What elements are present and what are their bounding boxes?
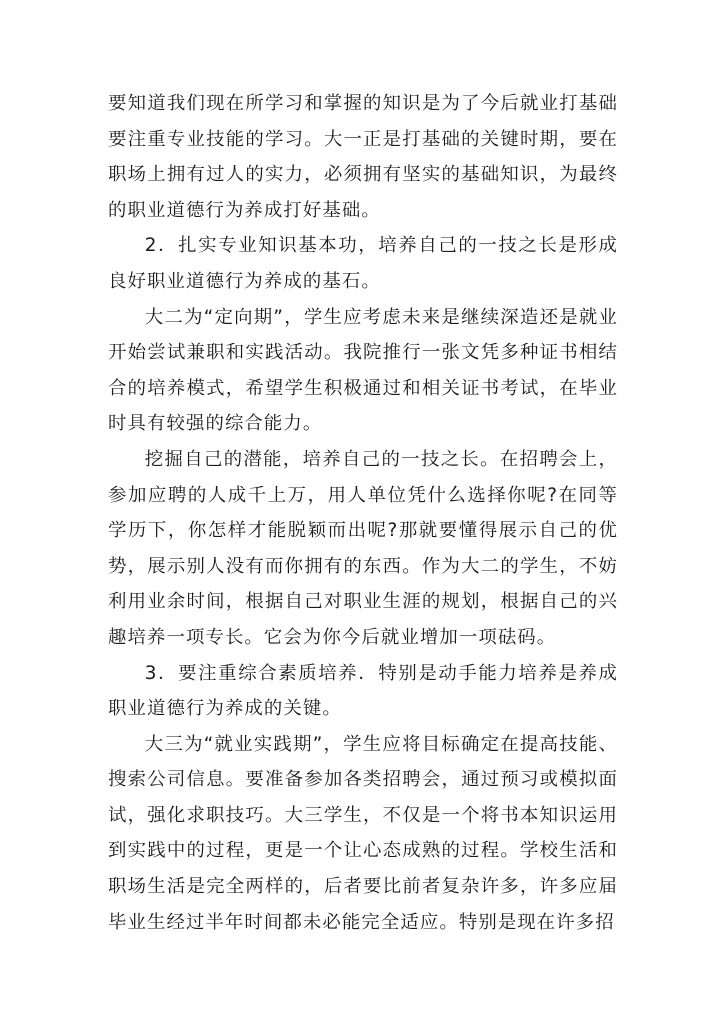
paragraph-1: 要知道我们现在所学习和掌握的知识是为了今后就业打基础要注重专业技能的学习。大一正是打基础的关键时期，要在职场上拥有过人的实力，必须拥有坚实的基础知识，为最终的职业道德行为养成打好基础。	[108, 93, 618, 221]
paragraph-2: 2．扎实专业知识基本功，培养自己的一技之长是形成良好职业道德行为养成的基石。	[108, 235, 618, 292]
paragraph-4: 挖掘自己的潜能，培养自己的一技之长。在招聘会上，参加应聘的人成千上万，用人单位凭什么选择你呢?在同等学历下，你怎样才能脱颖而出呢?那就要懂得展示自己的优势，展示别人没有而你拥有的东西。作为大二的学生，不妨利用业余时间，根据自己对职业生涯的规划，根据自己的兴趣培养一项专长。它会为你今后就业增加一项砝码。	[108, 448, 618, 648]
paragraph-3: 大二为“定向期”，学生应考虑未来是继续深造还是就业开始尝试兼职和实践活动。我院推行一张文凭多种证书相结合的培养模式，希望学生积极通过和相关证书考试，在毕业时具有较强的综合能力。	[108, 306, 618, 435]
paragraph-5: 3．要注重综合素质培养．特别是动手能力培养是养成职业道德行为养成的关键。	[108, 662, 618, 720]
document-page	[108, 86, 618, 940]
paragraph-6: 大三为“就业实践期”，学生应将目标确定在提高技能、搜索公司信息。要准备参加各类招聘会，通过预习或模拟面试，强化求职技巧。大三学生，不仅是一个将书本知识运用到实践中的过程，更是一个让心态成熟的过程。学校生活和职场生活是完全两样的，后者要比前者复杂许多，许多应届毕业生经过半年时间都未必能完全适应。特别是现在许多招	[108, 733, 618, 933]
